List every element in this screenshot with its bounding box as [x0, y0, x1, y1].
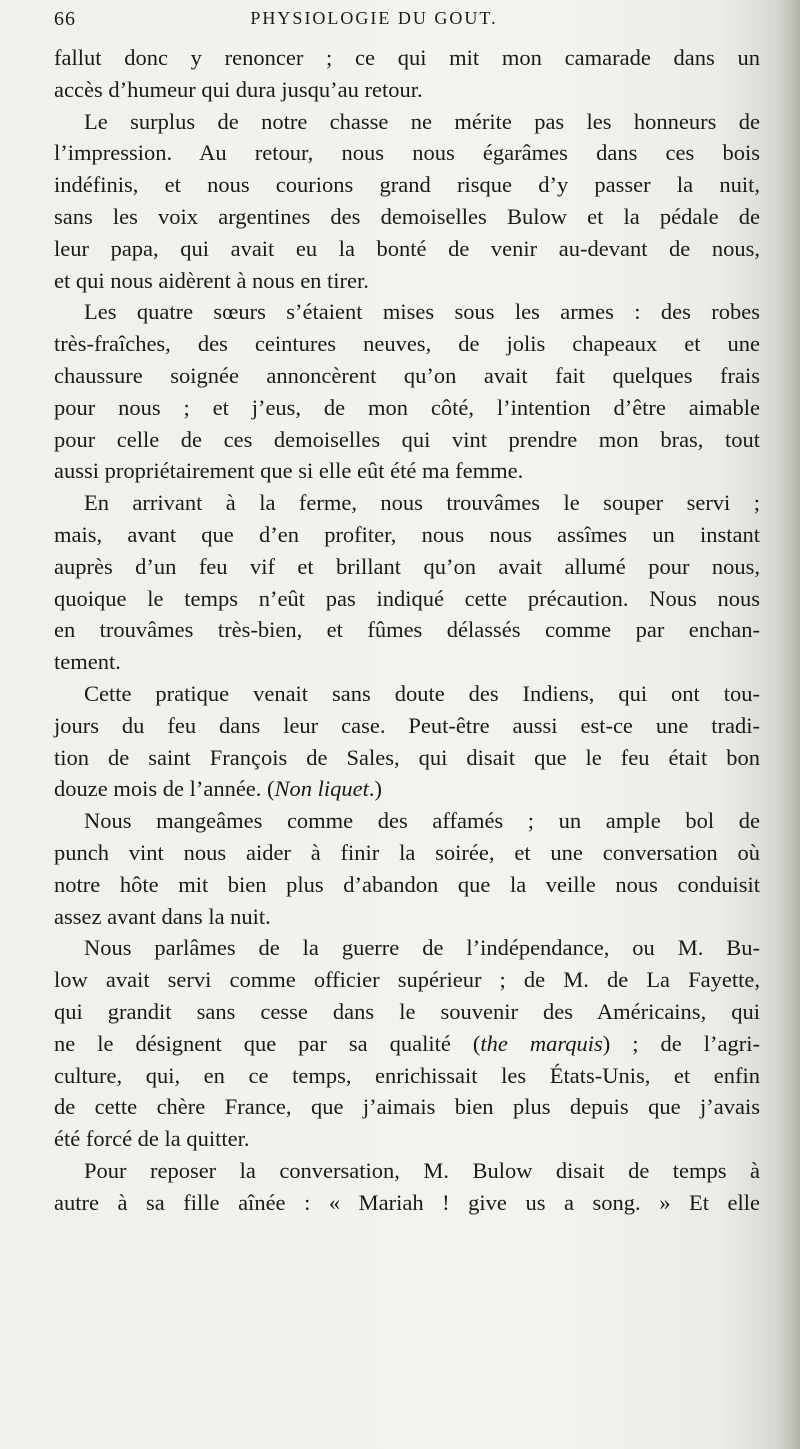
text-line-content: quoique le temps n’eût pas indiqué cette précaution. Nous nous	[54, 585, 760, 611]
italic-phrase: Non liquet	[274, 776, 369, 802]
text-line	[54, 455, 760, 487]
text-line	[54, 137, 760, 169]
text-line-content: notre hôte mit bien plus d’abandon que la veille nous conduisit	[54, 871, 760, 897]
text-line-content: low avait servi comme officier supérieur ; de M. de La Fayette,	[54, 967, 760, 993]
text-line	[54, 360, 760, 392]
text-line-content: Pour reposer la conversation, M. Bulow disait de temps à	[84, 1157, 760, 1183]
text-line-content: ne le désignent que par sa qualité (	[54, 1030, 481, 1056]
text-line	[54, 742, 760, 774]
text-line	[54, 328, 760, 360]
page-header	[54, 4, 694, 40]
text-line-content: Les quatre sœurs s’étaient mises sous les armes : des robes	[84, 299, 760, 325]
text-line-tail: ) ; de l’agri-	[602, 1030, 760, 1056]
text-line	[54, 392, 760, 424]
text-line-content: Le surplus de notre chasse ne mérite pas les honneurs de	[84, 108, 760, 134]
text-line	[54, 424, 760, 456]
text-line	[54, 106, 760, 138]
text-line	[54, 710, 760, 742]
text-line-content: qui grandit sans cesse dans le souvenir des Américains, qui	[54, 998, 760, 1024]
text-line-content: tement.	[54, 649, 121, 675]
text-line	[54, 805, 760, 837]
text-line-content: aussi propriétairement que si elle eût été ma femme.	[54, 458, 524, 484]
text-line	[54, 487, 760, 519]
italic-phrase: the marquis	[480, 1030, 603, 1056]
text-line	[54, 42, 760, 74]
page-gutter-shadow	[762, 0, 800, 1449]
text-line	[54, 1155, 760, 1187]
text-line	[54, 583, 760, 615]
text-line	[54, 869, 760, 901]
text-line-content: auprès d’un feu vif et brillant qu’on avait allumé pour nous,	[54, 553, 760, 579]
text-line-content: sans les voix argentines des demoiselles Bulow et la pédale de	[54, 203, 760, 229]
text-line-content: En arrivant à la ferme, nous trouvâmes le souper servi ;	[84, 490, 760, 516]
text-line	[54, 932, 760, 964]
text-line-tail: .)	[368, 776, 383, 802]
text-line	[54, 646, 760, 678]
text-line	[54, 1091, 760, 1123]
text-line-content: indéfinis, et nous courions grand risque d’y passer la nuit,	[54, 172, 760, 198]
text-line-content: très-fraîches, des ceintures neuves, de jolis chapeaux et une	[54, 331, 760, 357]
text-line	[54, 1060, 760, 1092]
text-line-content: assez avant dans la nuit.	[54, 903, 271, 929]
text-line	[54, 1028, 760, 1060]
text-line	[54, 901, 760, 933]
body-text	[54, 42, 760, 1218]
text-line-content: pour nous ; et j’eus, de mon côté, l’intention d’être aimable	[54, 394, 760, 420]
text-line	[54, 519, 760, 551]
text-line	[54, 773, 760, 805]
text-line-content: leur papa, qui avait eu la bonté de venir au-devant de nous,	[54, 235, 760, 261]
text-line	[54, 233, 760, 265]
text-line-content: jours du feu dans leur case. Peut-être aussi est-ce une tradi-	[54, 712, 760, 738]
text-line-content: douze mois de l’année. (	[54, 776, 275, 802]
text-line-content: chaussure soignée annoncèrent qu’on avait fait quelques frais	[54, 362, 760, 388]
text-line-content: autre à sa fille aînée : « Mariah ! give us a song. » Et elle	[54, 1189, 760, 1215]
text-line-content: Nous parlâmes de la guerre de l’indépendance, ou M. Bu-	[84, 935, 760, 961]
text-line-content: été forcé de la quitter.	[54, 1126, 250, 1152]
text-line	[54, 74, 760, 106]
text-line-content: pour celle de ces demoiselles qui vint prendre mon bras, tout	[54, 426, 760, 452]
text-line-content: en trouvâmes très-bien, et fûmes délassés comme par enchan-	[54, 617, 760, 643]
text-line	[54, 296, 760, 328]
text-line	[54, 201, 760, 233]
text-line	[54, 614, 760, 646]
text-line-content: l’impression. Au retour, nous nous égarâmes dans ces bois	[54, 140, 760, 166]
text-line	[54, 837, 760, 869]
text-line	[54, 678, 760, 710]
text-line-content: culture, qui, en ce temps, enrichissait les États-Unis, et enfin	[54, 1062, 760, 1088]
text-line-content: Cette pratique venait sans doute des Indiens, qui ont tou-	[84, 680, 760, 706]
page-number: 66	[54, 8, 76, 30]
text-line-content: fallut donc y renoncer ; ce qui mit mon camarade dans un	[54, 45, 760, 70]
text-line-content: mais, avant que d’en profiter, nous nous assîmes un instant	[54, 521, 760, 547]
text-line-content: Nous mangeâmes comme des affamés ; un ample bol de	[84, 808, 760, 834]
text-line	[54, 265, 760, 297]
text-line-content: punch vint nous aider à finir la soirée, et une conversation où	[54, 839, 760, 865]
text-line-content: accès d’humeur qui dura jusqu’au retour.	[54, 76, 423, 102]
text-line	[54, 964, 760, 996]
text-line	[54, 996, 760, 1028]
text-line-content: tion de saint François de Sales, qui disait que le feu était bon	[54, 744, 760, 770]
text-line	[54, 1123, 760, 1155]
text-line-content: et qui nous aidèrent à nous en tirer.	[54, 267, 369, 293]
text-line	[54, 1187, 760, 1219]
running-title: PHYSIOLOGIE DU GOUT.	[250, 8, 498, 28]
text-line	[54, 551, 760, 583]
text-line	[54, 169, 760, 201]
text-line-content: de cette chère France, que j’aimais bien plus depuis que j’avais	[54, 1094, 760, 1120]
